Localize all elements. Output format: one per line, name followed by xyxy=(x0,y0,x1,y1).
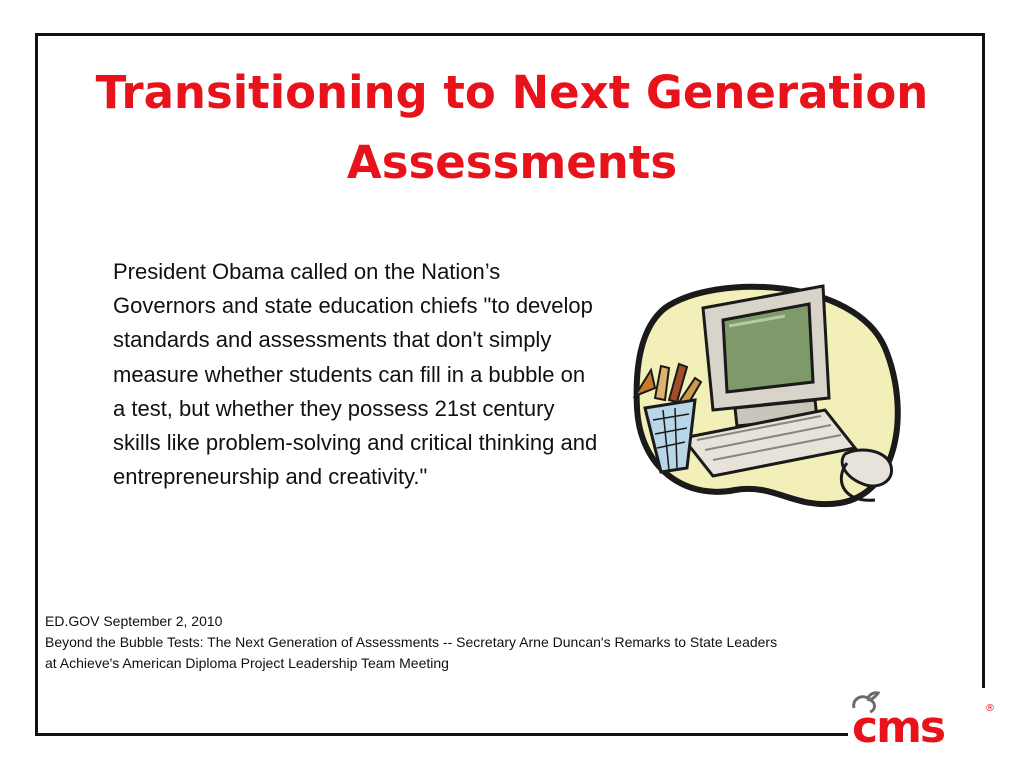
computer-clipart-icon xyxy=(625,278,915,518)
citation-source-date: ED.GOV September 2, 2010 xyxy=(45,613,223,629)
citation-line-2: at Achieve's American Diploma Project Leadership Team Meeting xyxy=(45,655,449,671)
registered-mark: ® xyxy=(985,703,995,714)
citation-block xyxy=(45,611,865,674)
citation-line-1: Beyond the Bubble Tests: The Next Generation of Assessments -- Secretary Arne Duncan's Remarks to State Leaders xyxy=(45,634,778,650)
cms-logo: cms xyxy=(852,702,945,753)
quote-text: President Obama called on the Nation’s Governors and state education chiefs "to develop standards and assessments that don't simply measure whether students can fill in a bubble on a test, but whether they possess 21st century skills like problem-solving and critical thinking and entrepreneurship and creativity." xyxy=(113,259,598,490)
slide-title: Transitioning to Next Generation Assessments xyxy=(95,66,929,189)
